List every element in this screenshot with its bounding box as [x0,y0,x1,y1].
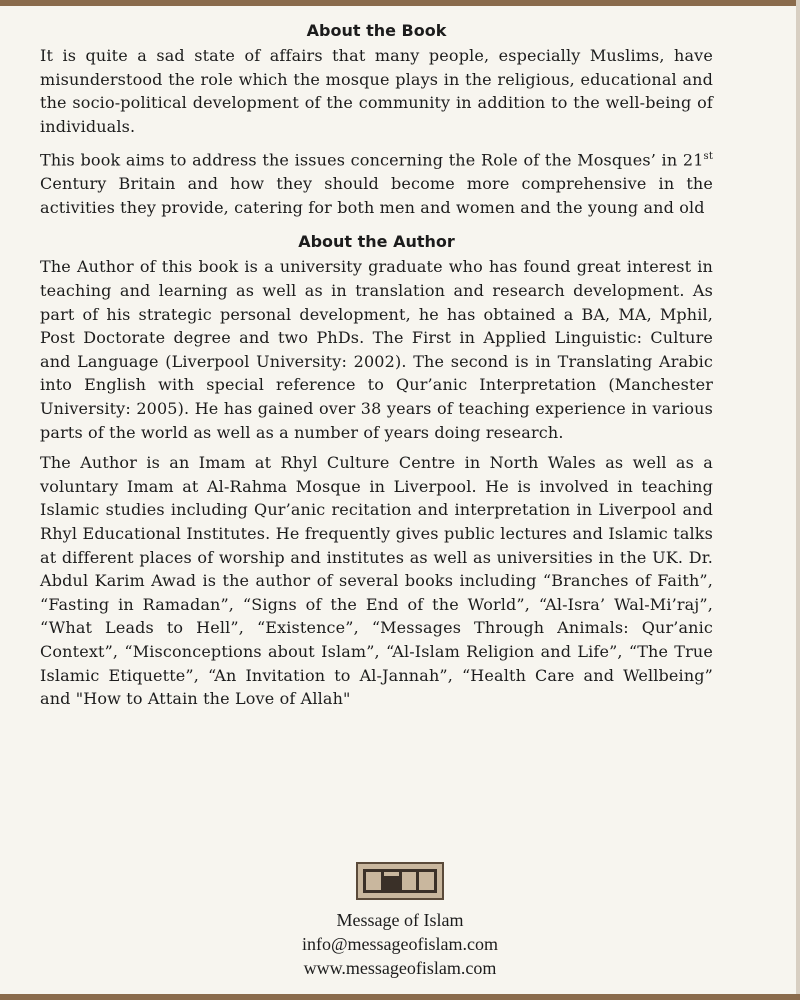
logo-calligraphy-icon [363,869,437,893]
publisher-name: Message of Islam [336,910,464,930]
publisher-logo [356,862,444,900]
publisher-footer [0,862,800,980]
page-edge [796,0,800,1000]
top-border [0,0,800,6]
about-book-paragraph-1: It is quite a sad state of affairs that many people, especially Muslims, have misunderstood the role which the mosque plays in the religious, educational and the socio-political development of the community in addition to the well-being of individuals. [40,46,713,136]
about-author-paragraph-1: The Author of this book is a university graduate who has found great interest in teaching and learning as well as in translation and research development. As part of his strategic personal development, he has obtained a BA, MA, Mphil, Post Doctorate degree and two PhDs. The First in Applied Linguistic: Culture and Language (Liverpool University: 2002). The second is in Translating Arabic into English with special reference to Qur’anic Interpretation (Manchester University: 2005). He has gained over 38 years of teaching experience in various parts of the world as well as a number of years doing research. [40,257,713,442]
about-author-paragraph-2: The Author is an Imam at Rhyl Culture Centre in North Wales as well as a voluntary Imam at Al-Rahma Mosque in Liverpool. He is involved in teaching Islamic studies including Qur’anic recitation and interpretation in Liverpool and Rhyl Educational Institutes. He frequently gives public lectures and Islamic talks at different places of worship and institutes as well as universities in the UK. Dr. Abdul Karim Awad is the author of several books including “Branches of Faith”, “Fasting in Ramadan”, “Signs of the End of the World”, “Al-Isra’ Wal-Mi’raj”, “What Leads to Hell”, “Existence”, “Messages Through Animals: Qur’anic Context”, “Misconceptions about Islam”, “Al-Islam Religion and Life”, “The True Islamic Etiquette”, “An Invitation to Al-Jannah”, “Health Care and Wellbeing” and "How to Attain the Love of Allah" [40,453,713,709]
publisher-website: www.messageofislam.com [303,958,497,978]
about-book-paragraph-2 [40,145,713,219]
paragraph-text: Century Britain and how they should become more comprehensive in the activities they provide, catering for both men and women and the young and old [40,174,713,217]
bottom-border [0,994,800,1000]
back-cover-text [40,18,713,718]
about-author-heading: About the Author [298,232,455,252]
paragraph-text: This book aims to address the issues concerning the Role of the Mosques’ in 21 [40,150,704,170]
publisher-email: info@messageofislam.com [301,934,499,954]
about-book-heading: About the Book [306,21,447,40]
ordinal-suffix: st [703,151,713,163]
